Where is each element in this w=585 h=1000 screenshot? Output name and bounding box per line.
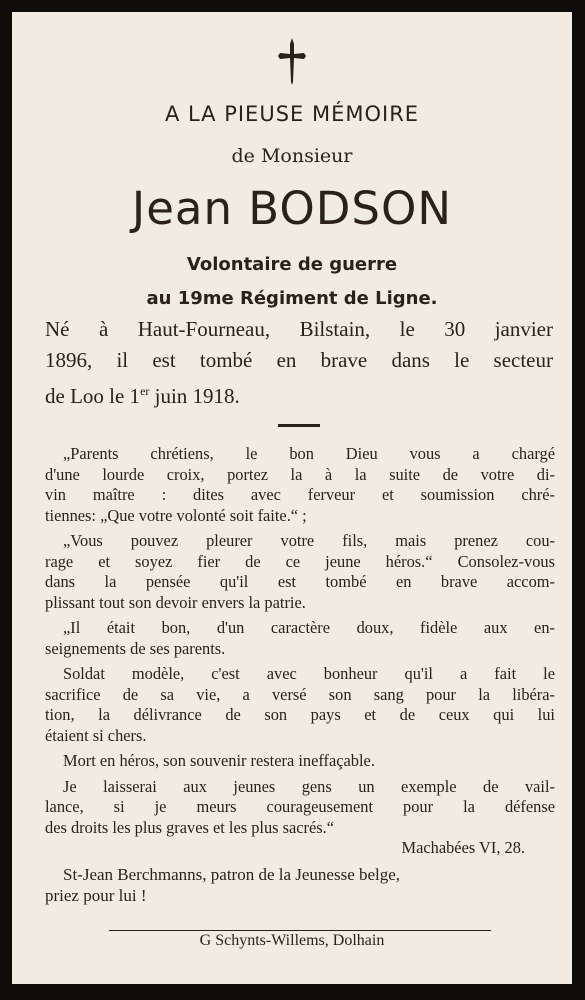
text-line: dans la pensée qu'il est tombé en brave accom-: [45, 572, 555, 591]
text-line: Mort en héros, son souvenir restera ineffaçable.: [63, 751, 375, 770]
prayer-text: [45, 864, 555, 906]
intro-line-3: de Loo le 1er juin 1918.: [45, 384, 240, 408]
intro-line-2: 1896, il est tombé en brave dans le secteur: [45, 348, 553, 372]
text-line: lance, si je meurs courageusement pour la défense: [45, 797, 555, 816]
text-line: „Vous pouvez pleurer votre fils, mais prenez cou-: [63, 531, 555, 550]
paragraph: [45, 664, 555, 746]
text-line: plissant tout son devoir envers la patrie.: [45, 592, 306, 612]
text-line: „Parents chrétiens, le bon Dieu vous a chargé: [63, 444, 555, 463]
footer-rule: [109, 930, 491, 931]
de-monsieur: de Monsieur: [231, 145, 353, 167]
text-line: tion, la délivrance de son pays et de ceux qui lui: [45, 705, 555, 724]
cross-icon: [277, 36, 307, 86]
text-line: Soldat modèle, c'est avec bonheur qu'il a fait le: [63, 664, 555, 683]
printer-credit: G Schynts-Willems, Dolhain: [199, 932, 385, 949]
text-line: sacrifice de sa vie, a versé son sang pour la libéra-: [45, 684, 555, 704]
intro-text: [45, 314, 553, 412]
prayer-line-1: St-Jean Berchmanns, patron de la Jeunesse belge,: [63, 865, 401, 884]
text-line: des droits les plus graves et les plus sacrés.“: [45, 817, 335, 837]
separator-rule: [278, 424, 320, 427]
text-line: vin maître : dites avec ferveur et soumission chré-: [45, 485, 555, 504]
text-line: Je laisserai aux jeunes gens un exemple de vail-: [63, 776, 555, 796]
memorial-text: [45, 444, 555, 859]
ordinal-sup: er: [140, 384, 150, 398]
deceased-name: Jean BODSON: [131, 182, 453, 235]
regiment-line: au 19me Régiment de Ligne.: [146, 288, 438, 309]
paragraph: [45, 618, 555, 659]
role-line: Volontaire de guerre: [186, 254, 398, 275]
intro-line-1: Né à Haut-Fourneau, Bilstain, le 30 janvier: [45, 317, 553, 341]
memorial-card: [12, 12, 572, 984]
text-line: étaient si chers.: [45, 725, 147, 745]
memorial-heading: A LA PIEUSE MÉMOIRE: [164, 102, 420, 126]
paragraph: [45, 531, 555, 613]
paragraph: [45, 444, 555, 526]
text-line: rage et soyez fier de ce jeune héros.“ Consolez-vous: [45, 551, 555, 571]
text-line: tiennes: „Que votre volonté soit faite.“ ;: [45, 505, 307, 525]
paragraph: [45, 751, 555, 772]
bible-citation: Machabées VI, 28.: [401, 838, 525, 857]
paragraph: [45, 777, 555, 839]
prayer-line-2: priez pour lui !: [45, 886, 147, 905]
text-line: „Il était bon, d'un caractère doux, fidèle aux en-: [63, 618, 555, 637]
text-line: d'une lourde croix, portez la à la suite de votre di-: [45, 464, 555, 484]
text-line: seignements de ses parents.: [45, 638, 226, 658]
